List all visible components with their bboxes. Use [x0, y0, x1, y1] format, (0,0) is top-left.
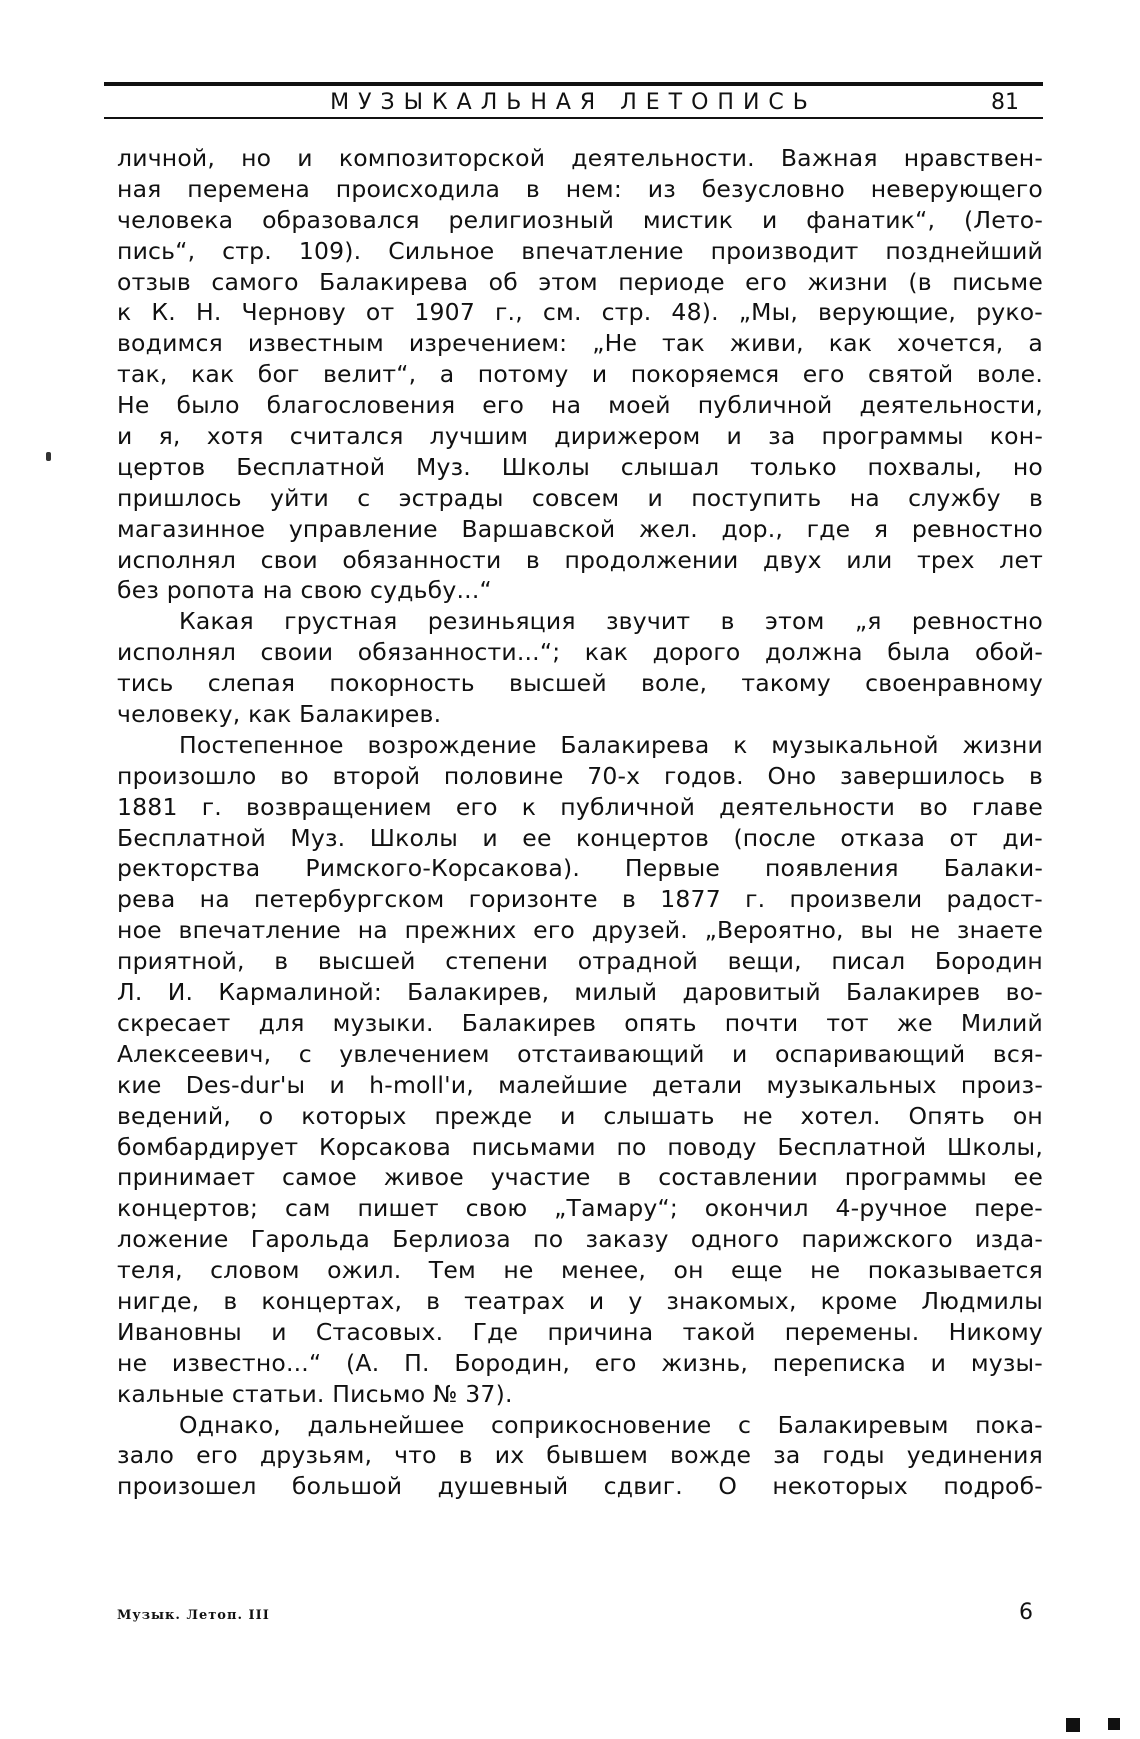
printer-signature: Музык. Летоп. III	[117, 1608, 270, 1623]
text-line: ложение Гарольда Берлиоза по заказу одного парижского изда-	[117, 1225, 1043, 1254]
text-line: водимся известным изречением: „Не так живи, как хочется, а	[117, 329, 1043, 358]
signature-number: 6	[1019, 1600, 1033, 1625]
text-line: Однако, дальнейшее соприкосновение с Балакиревым пока-	[179, 1410, 1043, 1439]
text-line: ведений, о которых прежде и слышать не хотел. Опять он	[117, 1101, 1043, 1130]
margin-mark	[46, 452, 51, 461]
page-number: 81	[991, 90, 1019, 115]
text-line: исполнял своии обязанности...“; как дорого должна была обой-	[117, 638, 1043, 667]
text-line: 1881 г. возвращением его к публичной деятельности во главе	[117, 792, 1043, 821]
text-line: Постепенное возрождение Балакирева к музыкальной жизни	[179, 730, 1043, 759]
text-line: пришлось уйти с эстрады совсем и поступить на службу в	[117, 483, 1043, 512]
text-line: так, как бог велит“, а потому и покоряемся его святой воле.	[117, 360, 1043, 389]
body-text	[117, 143, 1043, 1502]
text-line: личной, но и композиторской деятельности. Важная нравствен-	[117, 144, 1043, 172]
text-line: кие Des-dur'ы и h-moll'и, малейшие детали музыкальных произ-	[117, 1070, 1043, 1099]
text-line: ная перемена происходила в нем: из безусловно неверующего	[117, 174, 1043, 203]
text-line: цертов Бесплатной Муз. Школы слышал только похвалы, но	[117, 452, 1043, 481]
scan-edge-mark	[1108, 1718, 1120, 1730]
text-line: скресает для музыки. Балакирев опять почти тот же Милий	[117, 1008, 1043, 1037]
text-line: кальные статьи. Письмо № 37).	[117, 1379, 513, 1408]
text-line: Алексеевич, с увлечением отстаивающий и оспаривающий вся-	[117, 1039, 1043, 1068]
text-line: произошло во второй половине 70-х годов. Оно завершилось в	[117, 761, 1043, 790]
text-line: и я, хотя считался лучшим дирижером и за программы кон-	[117, 422, 1043, 451]
scan-edge-mark	[1066, 1718, 1080, 1732]
text-line: человека образовался религиозный мистик и фанатик“, (Лето-	[117, 205, 1043, 234]
text-line: рева на петербургском горизонте в 1877 г. произвели радост-	[117, 885, 1043, 914]
text-line: Не было благословения его на моей публичной деятельности,	[117, 391, 1043, 420]
text-line: принимает самое живое участие в составлении программы ее	[117, 1163, 1043, 1192]
text-line: пись“, стр. 109). Сильное впечатление производит позднейший	[117, 236, 1043, 265]
text-line: магазинное управление Варшавской жел. дор., где я ревностно	[117, 514, 1043, 543]
text-line: ное впечатление на прежних его друзей. „Вероятно, вы не знаете	[117, 916, 1043, 945]
text-line: концертов; сам пишет свою „Тамару“; окончил 4-ручное пере-	[117, 1194, 1043, 1223]
text-line: тись слепая покорность высшей воле, такому своенравному	[117, 669, 1043, 698]
text-line: нигде, в концертах, в театрах и у знакомых, кроме Людмилы	[117, 1286, 1043, 1315]
text-line: не известно...“ (А. П. Бородин, его жизнь, переписка и музы-	[117, 1348, 1043, 1377]
header-rule-top	[104, 82, 1043, 86]
text-line: ректорства Римского-Корсакова). Первые появления Балаки-	[117, 854, 1043, 883]
text-line: приятной, в высшей степени отрадной вещи, писал Бородин	[117, 947, 1043, 976]
text-line: отзыв самого Балакирева об этом периоде его жизни (в письме	[117, 267, 1043, 296]
text-line: исполнял свои обязанности в продолжении двух или трех лет	[117, 545, 1043, 574]
text-line: зало его друзьям, что в их бывшем вожде за годы уединения	[117, 1441, 1043, 1470]
text-line: к К. Н. Чернову от 1907 г., см. стр. 48). „Мы, верующие, руко-	[117, 298, 1043, 327]
running-title: МУЗЫКАЛЬНАЯ ЛЕТОПИСЬ	[330, 90, 817, 115]
text-line: произошел большой душевный сдвиг. О некоторых подроб-	[117, 1472, 1043, 1501]
text-line: теля, словом ожил. Тем не менее, он еще не показывается	[117, 1256, 1043, 1285]
header-rule-bottom	[104, 117, 1043, 119]
text-line: Бесплатной Муз. Школы и ее концертов (после отказа от ди-	[117, 823, 1043, 852]
page-footer	[117, 1600, 1043, 1630]
text-line: бомбардирует Корсакова письмами по поводу Бесплатной Школы,	[117, 1132, 1043, 1161]
text-line: без ропота на свою судьбу...“	[117, 576, 492, 605]
running-head	[104, 88, 1043, 116]
text-line: Какая грустная резиньяция звучит в этом „я ревностно	[179, 607, 1043, 636]
text-line: Л. И. Кармалиной: Балакирев, милый даровитый Балакирев во-	[117, 978, 1043, 1007]
text-line: Ивановны и Стасовых. Где причина такой перемены. Никому	[117, 1317, 1043, 1346]
text-line: человеку, как Балакирев.	[117, 700, 442, 729]
